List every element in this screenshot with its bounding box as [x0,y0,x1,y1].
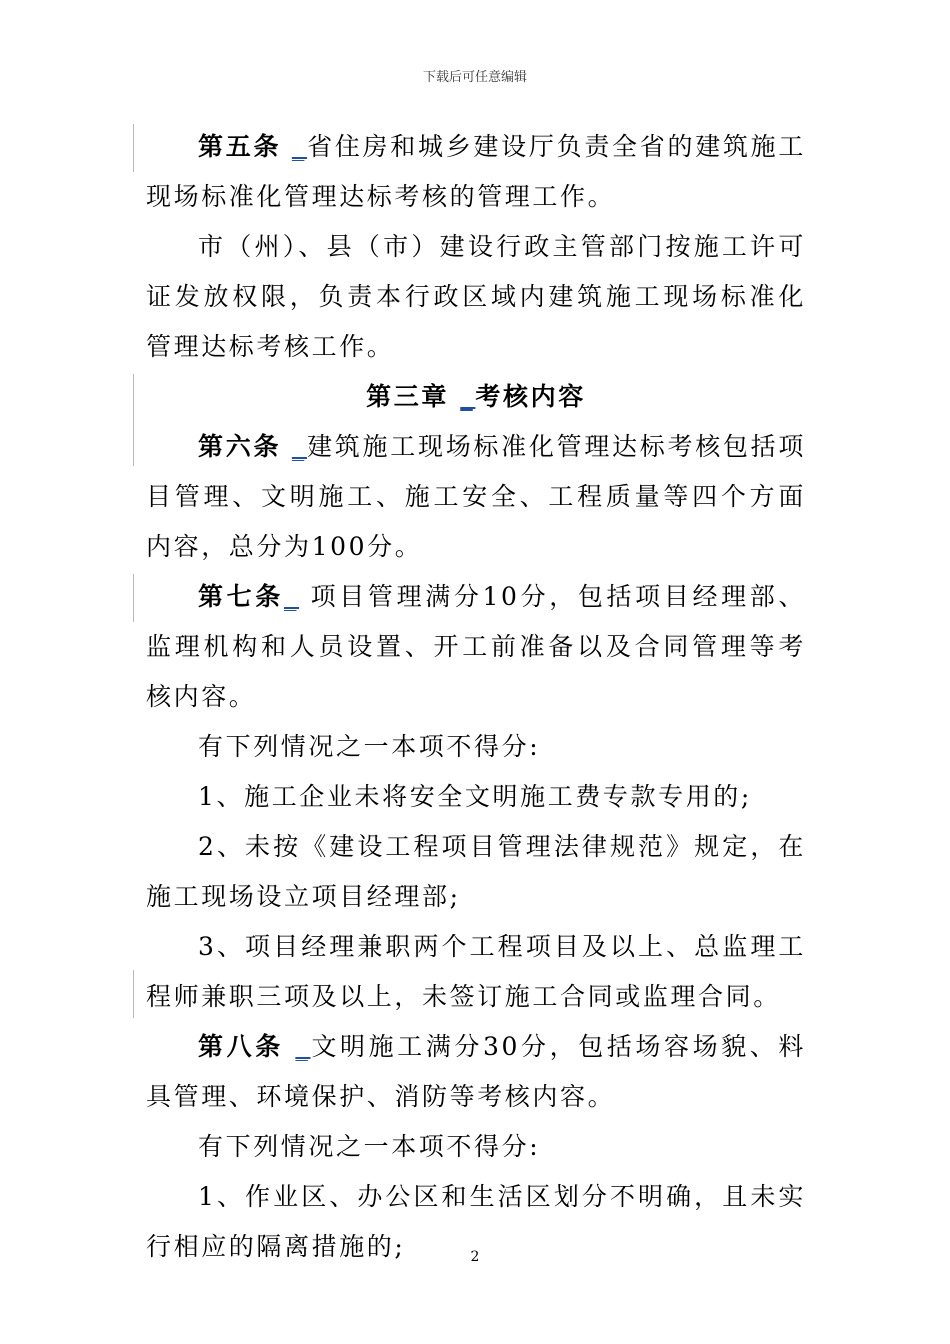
edit-marker: _ [291,132,307,161]
article-text: 文明施工满分30分，包括场容场貌、料具管理、环境保护、消防等考核内容。 [146,1032,806,1111]
page-header-note: 下载后可任意编辑 [422,70,527,85]
article-6 [146,422,806,572]
edit-marker: _ [283,582,300,611]
paragraph: 市（州）、县（市）建设行政主管部门按施工许可证发放权限，负责本行政区域内建筑施工现场标准化管理达标考核工作。 [146,232,806,361]
document-body [146,122,806,1272]
change-bar [133,574,134,622]
article-label: 第六条 [198,432,282,461]
article-7 [146,572,806,722]
list-item: 3、项目经理兼职两个工程项目及以上、总监理工程师兼职三项及以上，未签订施工合同或监理合同。 [146,932,806,1011]
article-label: 第五条 [198,132,282,161]
chapter-number: 第三章 [366,382,449,411]
list-item: 2、未按《建设工程项目管理法律规范》规定，在施工现场设立项目经理部; [146,832,806,911]
article-label: 第八条 [198,1032,284,1061]
list-item: 1、作业区、办公区和生活区划分不明确，且未实行相应的隔离措施的; [146,1182,806,1261]
article-text: 省住房和城乡建设厅负责全省的建筑施工现场标准化管理达标考核的管理工作。 [146,132,806,211]
chapter-title: 考核内容 [475,382,586,411]
article-label: 第七条 [198,582,284,611]
page-number: 2 [470,1249,480,1265]
edit-marker: _ [460,382,476,411]
list-item: 1、施工企业未将安全文明施工费专款专用的; [198,782,752,811]
article-5 [146,122,806,222]
paragraph: 有下列情况之一本项不得分: [198,1132,541,1161]
change-bar [133,374,134,466]
article-8 [146,1022,806,1122]
edit-marker: _ [291,432,307,461]
paragraph: 有下列情况之一本项不得分: [198,732,541,761]
change-bar [133,124,134,172]
article-text: 项目管理满分10分，包括项目经理部、监理机构和人员设置、开工前准备以及合同管理等考核内容。 [146,582,806,711]
article-text: 建筑施工现场标准化管理达标考核包括项目管理、文明施工、施工安全、工程质量等四个方面内容，总分为100分。 [146,432,806,561]
change-bar [133,970,134,1018]
edit-marker: _ [295,1032,311,1061]
chapter-heading [146,372,806,422]
